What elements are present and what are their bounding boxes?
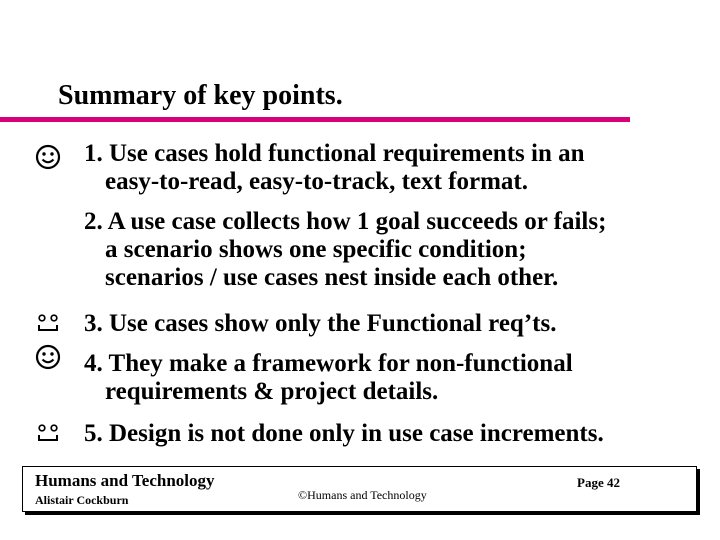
slide-title: Summary of key points. <box>58 80 343 111</box>
point-4-line-1: 4. They make a framework for non-functional <box>84 350 573 377</box>
point-5 <box>84 420 604 448</box>
neutral-face-icon <box>33 310 63 340</box>
point-4 <box>84 350 573 406</box>
footer-copyright: ©Humans and Technology <box>298 488 427 502</box>
smiley-face-icon <box>33 342 63 372</box>
point-2-line-3: scenarios / use cases nest inside each other. <box>105 264 559 291</box>
point-1 <box>84 140 585 196</box>
point-4-line-2: requirements & project details. <box>105 378 439 405</box>
point-3 <box>84 310 556 338</box>
point-2-line-1: 2. A use case collects how 1 goal succeeds or fails; <box>84 208 607 235</box>
neutral-face-icon <box>33 420 63 450</box>
point-1-line-1: 1. Use cases hold functional requirements in an <box>84 140 585 167</box>
footer-author: Alistair Cockburn <box>35 493 129 507</box>
page-number: Page 42 <box>577 475 620 490</box>
point-3-line-1: 3. Use cases show only the Functional req’ts. <box>84 310 557 337</box>
point-2 <box>84 208 606 292</box>
smiley-face-icon <box>33 142 63 172</box>
point-5-line-1: 5. Design is not done only in use case increments. <box>84 420 604 447</box>
footer <box>22 466 697 512</box>
footer-organization: Humans and Technology <box>35 471 215 490</box>
title-underline <box>0 117 630 122</box>
point-1-line-2: easy-to-read, easy-to-track, text format. <box>105 168 528 195</box>
point-2-line-2: a scenario shows one specific condition; <box>105 236 527 263</box>
